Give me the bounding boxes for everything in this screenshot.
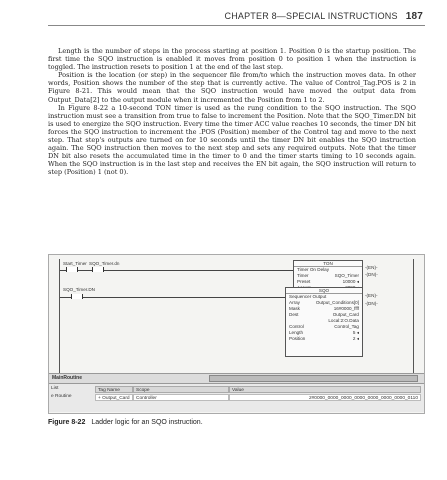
paragraph-1: Length is the number of steps in the process starting at position 1. Position 0 is the startup position. The first time the SQO instruction is enabled it moves from position 0 to position 1 when the instruction is toggled. The instruction resets to position 1 at the end of the last step. (48, 47, 416, 72)
sqo-block-name: Sequencer Output (289, 294, 327, 299)
sqo-array-value: Output_Conditions[0] (315, 300, 359, 305)
grid-cell-scope: Controller (133, 394, 229, 401)
grid-header-value[interactable]: Value (229, 386, 421, 393)
ton-preset-value: 10000 ◂ (342, 279, 359, 284)
grid-header-tag-name[interactable]: Tag Name (95, 386, 133, 393)
sqo-dest-sub-value: Local:2:O.Data (328, 318, 359, 323)
ton-dn-output: -(DN)- (365, 272, 378, 277)
left-pane-item-list[interactable]: List (51, 386, 59, 391)
sqo-instruction-block[interactable] (285, 287, 363, 357)
right-power-rail (413, 259, 414, 373)
paragraph-2: Position is the location (or step) in the sequencer file from/to which the instruction moves data. In other words, Position shows the number of the step that is currently active. The value of Control_Tag.POS is 2 in Figure 8-21. This would mean that the SQO instruction would have moved the output data from Output_Data[2] to the output module when it incremented the Position from 1 to 2. (48, 71, 416, 104)
ton-block-title: TON (294, 261, 362, 267)
sqo-control-value: Control_Tag (334, 324, 359, 329)
contact-sqo-timer-dn-2[interactable] (71, 294, 83, 299)
sqo-control-label: Control (289, 324, 304, 329)
sqo-mask-value: 16#0000_ffff (333, 306, 359, 311)
running-header (225, 11, 424, 22)
page-number: 187 (405, 11, 423, 22)
figure-caption-text: Ladder logic for an SQO instruction. (91, 419, 203, 426)
body-text (48, 47, 416, 177)
tag-monitor-grid (49, 384, 424, 412)
ton-timer-value: SQO_Timer (334, 273, 359, 278)
figure-caption (48, 419, 203, 426)
grid-header-scope[interactable]: Scope (133, 386, 229, 393)
left-power-rail (59, 259, 60, 373)
sqo-length-value: 5 ◂ (352, 330, 359, 335)
sqo-dest-value: Output_Card (332, 312, 359, 317)
ton-timer-label: Timer (297, 273, 309, 278)
sqo-length-label: Length (289, 330, 304, 335)
horizontal-scrollbar[interactable] (209, 375, 418, 382)
contact-sqo-timer-dn[interactable] (92, 267, 104, 272)
ton-block-name: Timer On Delay (297, 267, 329, 272)
sqo-en-output: -(EN)- (365, 293, 378, 298)
ton-preset-label: Preset (297, 279, 311, 284)
paragraph-3: In Figure 8-22 a 10-second TON timer is used as the rung condition to the SQO instruction. The SQO instruction must see a transition from true to false to increment the Position. Note that the SQO_Timer.DN bit is used to energize the SQO instruction. Every time the timer ACC value reaches 10 seconds, the timer DN bit forces the SQO instruction to increment the .POS (Position) member of the Control tag and move to the next step. That step's outputs are turned on for 10 seconds until the timer DN bit enables the SQO instruction again. The SQO instruction then moves to the next step and sets any required outputs. Note that the timer DN bit also resets the accumulated time in the timer to 0 and the timer starts timing to 10 seconds again. When the SQO instruction is in the last step and receives the EN bit again, the SQO instruction will return to step (Position) 1 (not 0). (48, 103, 416, 177)
sqo-mask-label: Mask (289, 306, 300, 311)
sqo-position-value: 2 ◂ (352, 336, 359, 341)
left-pane-item-routine[interactable]: e Routine (51, 394, 72, 399)
contact-sqo-timer-dn-2-label: SQO_Timer.DN (63, 287, 95, 292)
contact-start-timer-label: Start_Timer (63, 261, 87, 266)
grid-cell-value[interactable]: 2#0000_0000_0000_0000_0000_0000_0000_0110 (229, 394, 421, 401)
figure-label: Figure 8-22 (48, 419, 86, 426)
sqo-dn-output: -(DN)- (365, 301, 378, 306)
contact-sqo-timer-dn-label: SQO_Timer.dn (89, 261, 120, 266)
header-rule (48, 25, 425, 26)
rung-1-wire (60, 297, 293, 298)
ladder-logic-screenshot (48, 254, 425, 414)
sqo-dest-label: Dest (289, 312, 299, 317)
sqo-array-label: Array (289, 300, 300, 305)
sqo-position-label: Position (289, 336, 306, 341)
grid-cell-tag-name[interactable]: + Output_Card (95, 394, 133, 401)
sqo-block-title: SQO (286, 288, 362, 294)
chapter-title: CHAPTER 8—SPECIAL INSTRUCTIONS (224, 11, 398, 21)
ton-en-output: -(EN)- (365, 265, 378, 270)
tab-main-routine[interactable]: MainRoutine (52, 375, 82, 381)
contact-start-timer[interactable] (66, 267, 78, 272)
